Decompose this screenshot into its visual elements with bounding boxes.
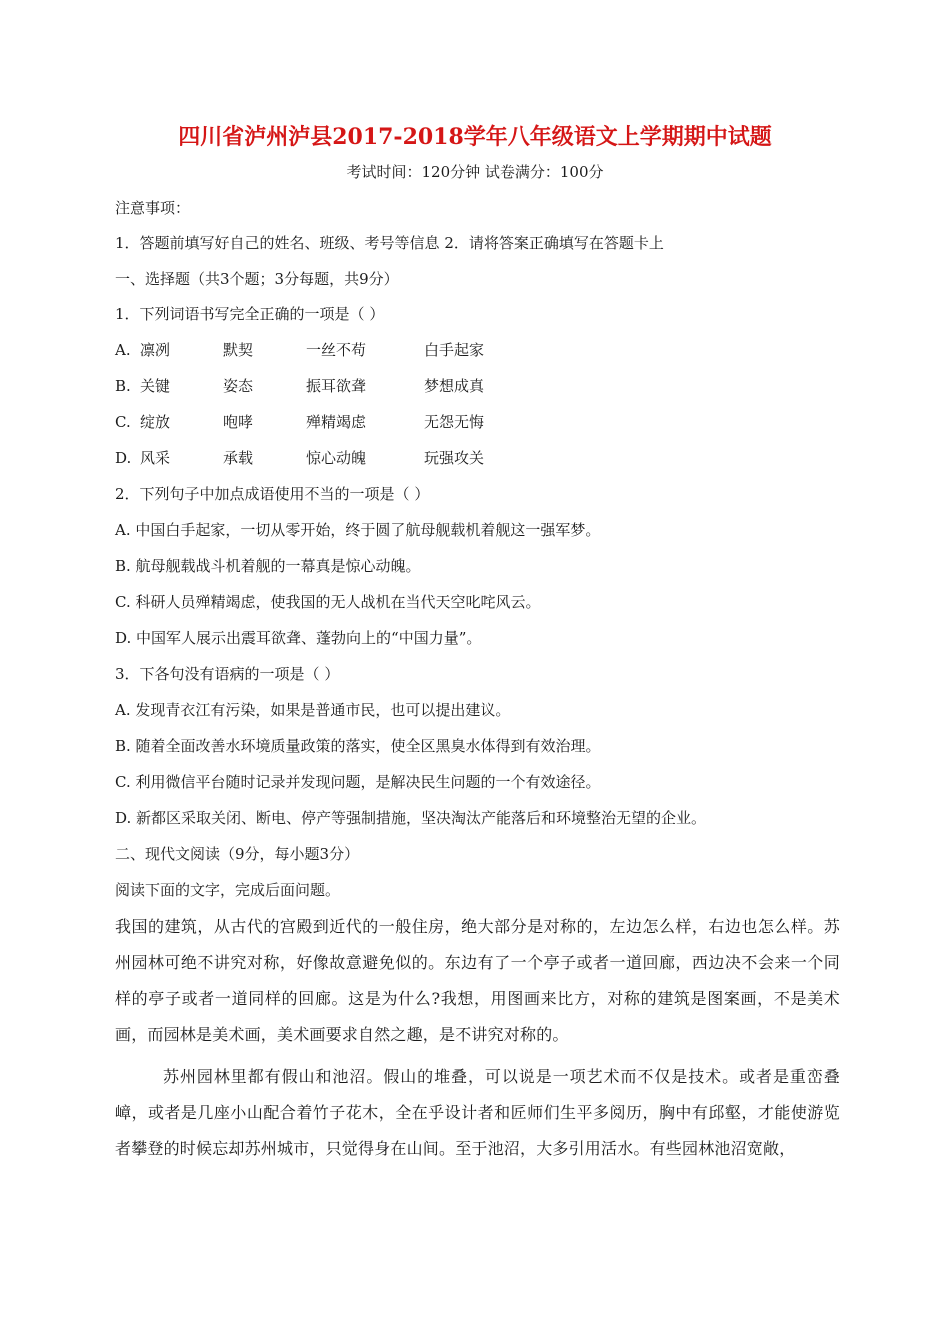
option-word: 一丝不苟 bbox=[306, 341, 367, 359]
section2-heading: 二、现代文阅读（9分，每小题3分） bbox=[115, 845, 360, 863]
reading-instruction: 阅读下面的文字，完成后面问题。 bbox=[115, 881, 341, 899]
reading-passage bbox=[115, 909, 840, 1167]
exam-subtitle: 考试时间：120分钟 试卷满分：100分 bbox=[346, 163, 604, 181]
option-letter: A. bbox=[115, 341, 131, 359]
q3-option-c: C. 利用微信平台随时记录并发现问题，是解决民生问题的一个有效途径。 bbox=[115, 773, 601, 791]
option-word: 承载 bbox=[223, 449, 254, 467]
q3-stem: 3．下各句没有语病的一项是（ ） bbox=[115, 665, 340, 683]
notice-heading: 注意事项： bbox=[115, 199, 191, 217]
option-word: 殚精竭虑 bbox=[306, 413, 367, 431]
option-word: 梦想成真 bbox=[424, 377, 485, 395]
q2-option-b: B. 航母舰载战斗机着舰的一幕真是惊心动魄。 bbox=[115, 557, 421, 575]
q3-option-d: D. 新都区采取关闭、断电、停产等强制措施，坚决淘汰产能落后和环境整治无望的企业。 bbox=[115, 809, 707, 827]
option-word: 玩强攻关 bbox=[424, 449, 485, 467]
q2-stem: 2．下列句子中加点成语使用不当的一项是（ ） bbox=[115, 485, 430, 503]
q3-option-b: B. 随着全面改善水环境质量政策的落实，使全区黑臭水体得到有效治理。 bbox=[115, 737, 601, 755]
passage-paragraph-1: 我国的建筑，从古代的宫殿到近代的一般住房，绝大部分是对称的，左边怎么样，右边也怎么样。苏州园林可绝不讲究对称，好像故意避免似的。东边有了一个亭子或者一道回廊，西边决不会来一个同样的亭子或者一道同样的回廊。这是为什么?我想，用图画来比方，对称的建筑是图案画，不是美术画，而园林是美术画，美术画要求自然之趣，是不讲究对称的。 bbox=[115, 917, 840, 1044]
option-word: 姿态 bbox=[223, 377, 254, 395]
q2-option-a: A. 中国白手起家，一切从零开始，终于圆了航母舰载机着舰这一强军梦。 bbox=[115, 521, 601, 539]
option-word: 凛冽 bbox=[140, 341, 171, 359]
passage-paragraph-2: 苏州园林里都有假山和池沼。假山的堆叠，可以说是一项艺术而不仅是技术。或者是重峦叠嶂，或者是几座小山配合着竹子花木，全在乎设计者和匠师们生平多阅历，胸中有邱壑，才能使游览者攀登的时候忘却苏州城市，只觉得身在山间。至于池沼，大多引用活水。有些园林池沼宽敞， bbox=[115, 1067, 840, 1158]
option-word: 风采 bbox=[140, 449, 171, 467]
notice-items: 1．答题前填写好自己的姓名、班级、考号等信息 2．请将答案正确填写在答题卡上 bbox=[115, 234, 664, 252]
option-letter: C. bbox=[115, 413, 131, 431]
option-word: 咆哮 bbox=[223, 413, 254, 431]
option-word: 绽放 bbox=[140, 413, 171, 431]
section1-heading: 一、选择题（共3个题；3分每题，共9分） bbox=[115, 270, 399, 288]
option-word: 惊心动魄 bbox=[306, 449, 367, 467]
option-word: 无怨无悔 bbox=[424, 413, 485, 431]
option-word: 关键 bbox=[140, 377, 171, 395]
option-letter: D. bbox=[115, 449, 132, 467]
q1-stem: 1．下列词语书写完全正确的一项是（ ） bbox=[115, 305, 385, 323]
option-word: 默契 bbox=[223, 341, 254, 359]
q2-option-d: D. 中国军人展示出震耳欲聋、蓬勃向上的“中国力量”。 bbox=[115, 629, 482, 647]
q2-option-c: C. 科研人员殚精竭虑，使我国的无人战机在当代天空叱咤风云。 bbox=[115, 593, 541, 611]
exam-title: 四川省泸州泸县2017-2018学年八年级语文上学期期中试题 bbox=[178, 124, 772, 150]
q3-option-a: A. 发现青衣江有污染，如果是普通市民，也可以提出建议。 bbox=[115, 701, 511, 719]
option-word: 白手起家 bbox=[424, 341, 485, 359]
option-letter: B. bbox=[115, 377, 131, 395]
option-word: 振耳欲聋 bbox=[306, 377, 367, 395]
